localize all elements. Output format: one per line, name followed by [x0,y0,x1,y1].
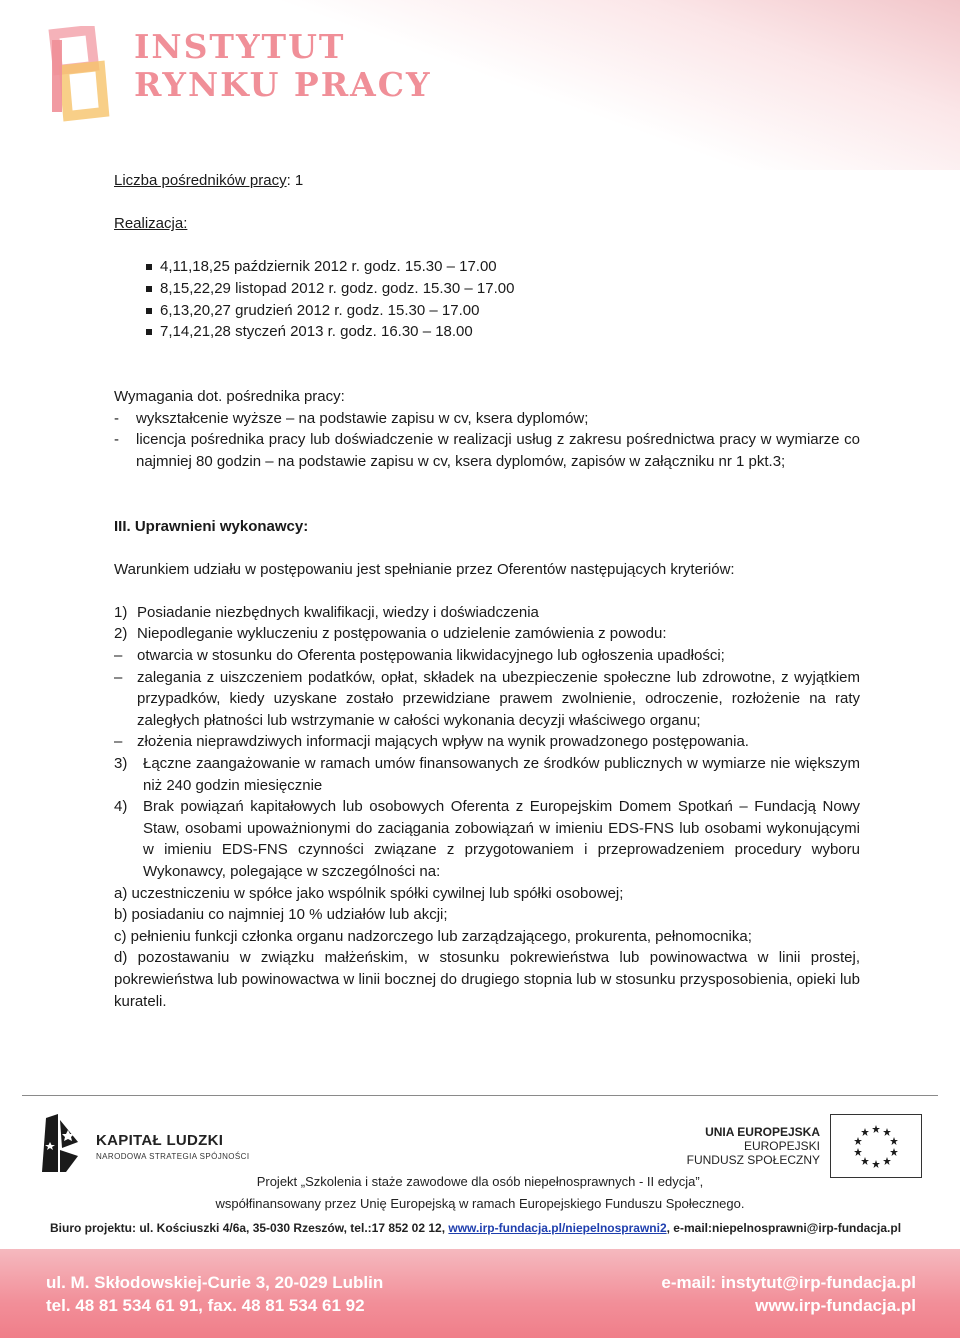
list-item: 7,14,21,28 styczeń 2013 r. godz. 16.30 – 18.00 [146,321,860,343]
eu-fund-label [687,1125,820,1167]
logo-wordmark [134,28,432,104]
eu-line1: UNIA EUROPEJSKA [705,1125,820,1139]
list-item: 6,13,20,27 grudzień 2012 r. godz. 15.30 – 17.00 [146,300,860,322]
list-item: – złożenia nieprawdziwych informacji mających wpływ na wynik prowadzonego postępowania. [114,733,749,751]
document-body [114,170,860,1012]
logo-line2: RYNKU PRACY [134,65,432,104]
list-item: c) pełnieniu funkcji członka organu nadzorczego lub zarządzającego, prokurenta, pełnomocnika; [114,927,752,945]
requirements-heading: Wymagania dot. pośrednika pracy: [114,387,345,405]
count-label: Liczba pośredników pracy [114,172,287,189]
irp-logo-icon [44,26,128,122]
band-phone: tel. 48 81 534 61 91, fax. 48 81 534 61 92 [46,1296,365,1315]
eu-line2: EUROPEJSKI [743,1139,820,1153]
condition-text: Warunkiem udziału w postępowaniu jest spełnianie przez Oferentów następujących kryteriów: [114,560,735,578]
office-info [50,1221,901,1235]
eu-line3: FUNDUSZ SPOŁECZNY [686,1153,820,1167]
band-contact-block [661,1271,916,1317]
office-email: , e-mail:niepelnosprawni@irp-fundacja.pl [666,1221,902,1235]
realizacja-label: Realizacja: [114,215,188,233]
project-website-link[interactable]: www.irp-fundacja.pl/niepelnosprawni2 [448,1221,667,1235]
eu-flag-icon [830,1114,922,1178]
criterion-1: 1) Posiadanie niezbędnych kwalifikacji, wiedzy i doświadczenia [114,603,539,621]
logo-line1: INSTYTUT [134,27,346,66]
list-item: - wykształcenie wyższe – na podstawie zapisu w cv, ksera dyplomów; [114,409,589,427]
project-line-2: współfinansowany przez Unię Europejską w ramach Europejskiego Funduszu Społecznego. [215,1196,745,1211]
list-item: - licencja pośrednika pracy lub doświadczenie w realizacji usług z zakresu pośrednictwa pracy w wymiarze co najmniej 80 godzin – na podstawie zapisu w cv, ksera dyplomów, zapisów w załączniku nr 1 pkt.3; [114,431,860,470]
count-line [114,170,860,192]
band-website: www.irp-fundacja.pl [755,1296,916,1315]
list-item: b) posiadaniu co najmniej 10 % udziałów lub akcji; [114,906,448,924]
list-item: 4,11,18,25 październik 2012 r. godz. 15.30 – 17.00 [146,256,860,278]
list-item: – zalegania z uiszczeniem podatków, opłat, składek na ubezpieczenie społeczne lub zdrowotne, z wyjątkiem przypadków, kiedy uzyskane zostało przewidziane prawem zwolnienie, odroczenie, rozłożenie na raty zaległych płatności lub wstrzymanie w całości wykonania decyzji właściwego organu; [114,668,860,729]
kapital-ludzki-title: KAPITAŁ LUDZKI [96,1132,224,1149]
office-address: Biuro projektu: ul. Kościuszki 4/6a, 35-030 Rzeszów, tel.:17 852 02 12, [50,1221,446,1235]
list-item: 8,15,22,29 listopad 2012 r. godz. godz. 15.30 – 17.00 [146,278,860,300]
band-email: e-mail: instytut@irp-fundacja.pl [661,1273,916,1292]
dates-list [114,256,860,342]
section-heading: III. Uprawnieni wykonawcy: [114,517,309,535]
kapital-ludzki-subtitle: NARODOWA STRATEGIA SPÓJNOŚCI [96,1152,250,1161]
band-address-block [46,1271,383,1317]
criterion-2: 2) Niepodleganie wykluczeniu z postępowania o udzielenie zamówienia z powodu: [114,625,667,643]
list-item: a) uczestniczeniu w spółce jako wspólnik spółki cywilnej lub spółki osobowej; [114,884,624,902]
criterion-4: 4) Brak powiązań kapitałowych lub osobowych Oferenta z Europejskim Domem Spotkań – Fundacją Nowy Staw, osobami upoważnionymi do zaciągania zobowiązań w imieniu EDS-FNS lub osobami wykonującymi w imieniu EDS-FNS czynności związane z przygotowaniem i przeprowadzeniem procedury wyboru Wykonawcy, polegające w szczególności na: [114,798,860,880]
project-line-1: Projekt „Szkolenia i staże zawodowe dla osób niepełnosprawnych - II edycja”, [256,1174,704,1189]
kapital-ludzki-logo-icon [38,1112,82,1176]
criterion-3: 3) Łączne zaangażowanie w ramach umów finansowanych ze środków publicznych w wymiarze nie większym niż 240 godzin miesięcznie [114,755,860,794]
list-item: d) pozostawaniu w związku małżeńskim, w stosunku pokrewieństwa lub powinowactwa w linii prostej, pokrewieństwa lub powinowactwa w linii bocznej do drugiego stopnia lub w stosunku przysposobienia, opieki lub kurateli. [114,949,860,1010]
footer-divider [22,1095,938,1096]
count-value: : 1 [286,172,304,189]
list-item: – otwarcia w stosunku do Oferenta postępowania likwidacyjnego lub ogłoszenia upadłości; [114,647,725,665]
band-address: ul. M. Skłodowskiej-Curie 3, 20-029 Lublin [46,1273,384,1292]
